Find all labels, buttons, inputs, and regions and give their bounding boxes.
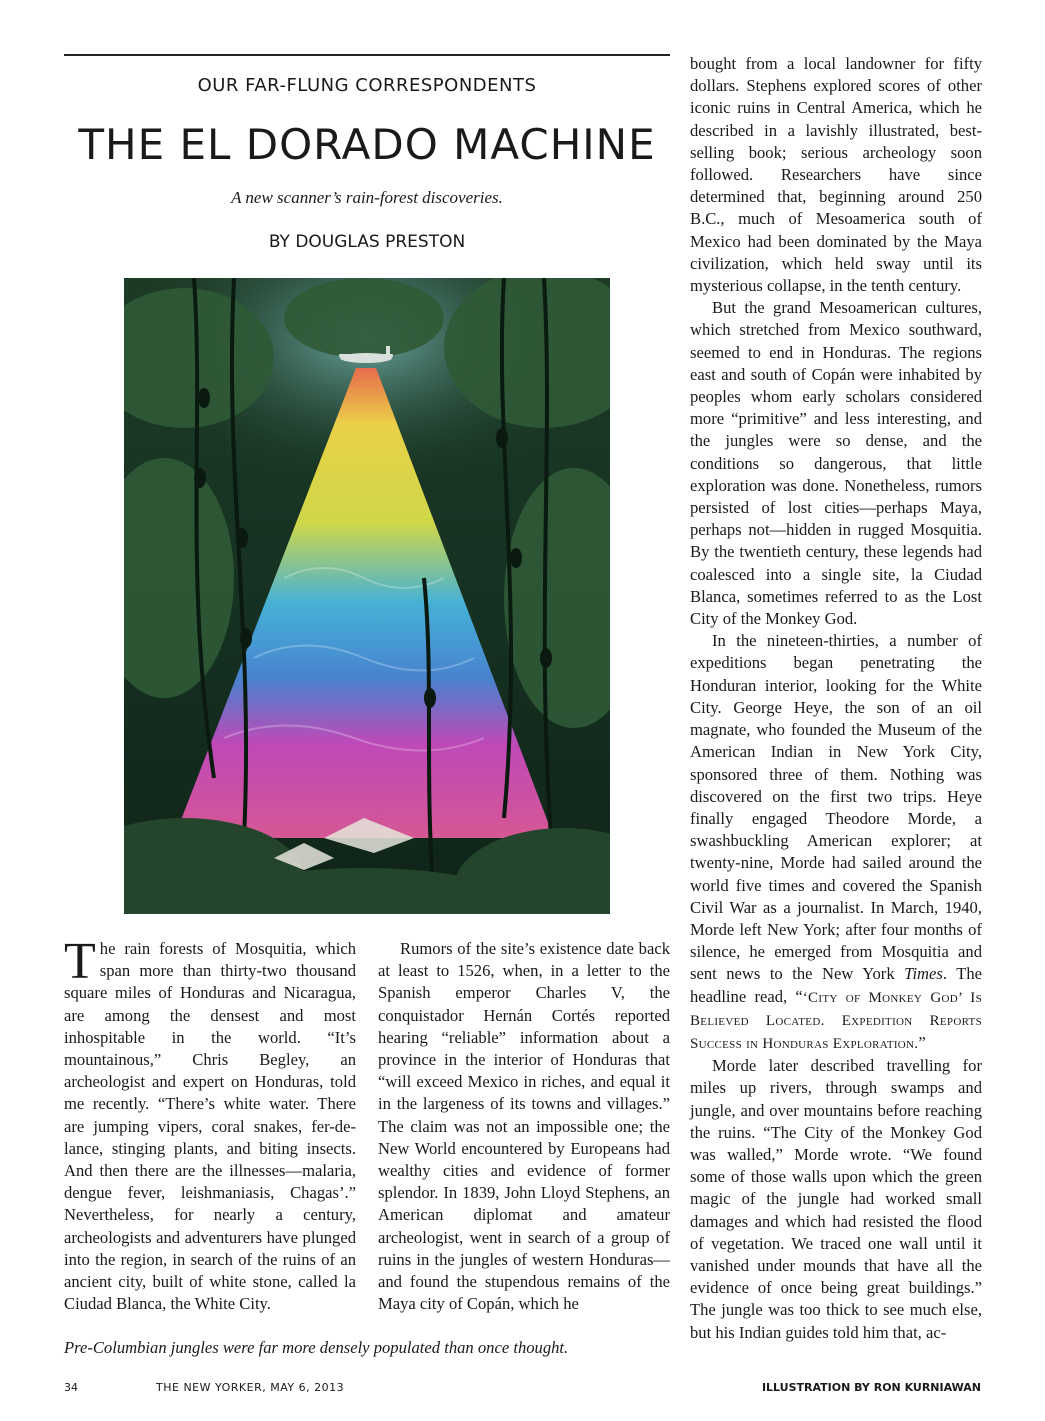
illustration-credit: ILLUSTRATION BY RON KURNIAWAN [761, 1381, 981, 1394]
paragraph [690, 630, 982, 1055]
article-headline: THE EL DORADO MACHINE [78, 120, 656, 169]
header-rule [64, 54, 670, 56]
body-column-2 [378, 938, 670, 1315]
pull-quote: Pre-Columbian jungles were far more densely populated than once thought. [64, 1338, 569, 1357]
paragraph-text: ” [918, 1032, 926, 1052]
paragraph: Morde later described travelling for miles up rivers, through swamps and jungle, and over mountains before reaching the ruins. “The City of the Monkey God was walled,” Morde wrote. “We found some of those walls upon which the green magic of the jungle had worked small damages and which had resisted the flood of vegetation. We traced one wall until it vanished under mounds that have all the evidence of once being great buildings.” The jungle was too thick to see much else, but his Indian guides told him that, ac- [690, 1056, 982, 1342]
paragraph [64, 933, 356, 1315]
times-title: Times [904, 964, 943, 984]
page-number: 34 [64, 1381, 78, 1394]
quoted-headline: ‘City of Monkey God’ Is Believed Located. Expedition Reports Success in Honduras Exploration. [690, 989, 982, 1052]
body-column-1 [64, 933, 356, 1315]
article-dek: A new scanner’s rain-forest discoveries. [231, 188, 503, 207]
section-rubric: OUR FAR-FLUNG CORRESPONDENTS [197, 75, 537, 96]
paragraph-text: . The headline read, “ [690, 964, 982, 1006]
paragraph-text: In the nineteen-thirties, a number of expeditions began penetrating the Honduran interior, looking for the White City. George Heye, the son of an oil magnate, who founded the Museum of the American Indian in New York City, sponsored three of them. Nothing was discovered on the first two trips. Heye finally engaged Theodore Morde, a swashbuckling American explorer; at twenty-nine, Morde had sailed around the world five times and covered the Spanish Civil War as a journalist. In March, 1940, Morde left New York; after four months of silence, he emerged from Mosquitia and sent news to the New York [690, 631, 982, 984]
jungle-airplane-scanner-illustration [124, 278, 610, 914]
paragraph: But the grand Mesoamerican cultures, which stretched from Mexico southward, seemed to end in Honduras. The regions east and south of Copán were inhabited by peoples whom early scholars considered more “primitive” and less interesting, and the jungles were so dense, and the conditions so dangerous, that little exploration was done. Nonetheless, rumors persisted of lost cities—perhaps Maya, perhaps not—hidden in rugged Mosquitia. By the twentieth century, these legends had coalesced into a single site, la Ciudad Blanca, sometimes referred to as the Lost City of the Monkey God. [690, 298, 982, 629]
drop-cap: T [64, 933, 96, 990]
magazine-issue: THE NEW YORKER, MAY 6, 2013 [156, 1381, 345, 1394]
byline: BY DOUGLAS PRESTON [268, 232, 466, 252]
paragraph: Rumors of the site’s existence date back at least to 1526, when, in a letter to the Spanish emperor Charles V, the conquistador Hernán Cortés reported hearing “reliable” information about a province in the interior of Honduras that “will exceed Mexico in riches, and equal it in the largeness of its towns and villages.” The claim was not an impossible one; the New World encountered by Europeans had wealthy cities and evidence of former splendor. In 1839, John Lloyd Stephens, an American diplomat and amateur archeologist, went in search of a group of ruins in the jungles of western Honduras—and found the stupendous remains of the Maya city of Copán, which he [378, 939, 670, 1314]
paragraph: bought from a local landowner for fifty dollars. Stephens explored scores of other iconic ruins in Central America, which he described in a lavishly illustrated, best-selling book; serious archeology soon followed. Researchers have since determined that, beginning around 250 B.C., much of Mesoamerica south of Mexico had been dominated by the Maya civilization, which held sway until its mysterious collapse, in the tenth century. [690, 54, 982, 296]
body-column-3 [690, 53, 982, 1344]
paragraph-text: he rain forests of Mosquitia, which span more than thirty-two thousand square miles of Honduras and Nicaragua, are among the densest and most inhospitable in the world. “It’s mountainous,” Chris Begley, an archeologist and expert on Honduras, told me recently. “There’s white water. There are jumping vipers, coral snakes, fer-de-lance, stinging plants, and biting insects. And then there are the illnesses—malaria, dengue fever, leishmaniasis, Chagas’.” Nevertheless, for nearly a century, archeologists and adventurers have plunged into the region, in search of the ruins of an ancient city, built of white stone, called la Ciudad Blanca, the White City. [64, 939, 356, 1314]
